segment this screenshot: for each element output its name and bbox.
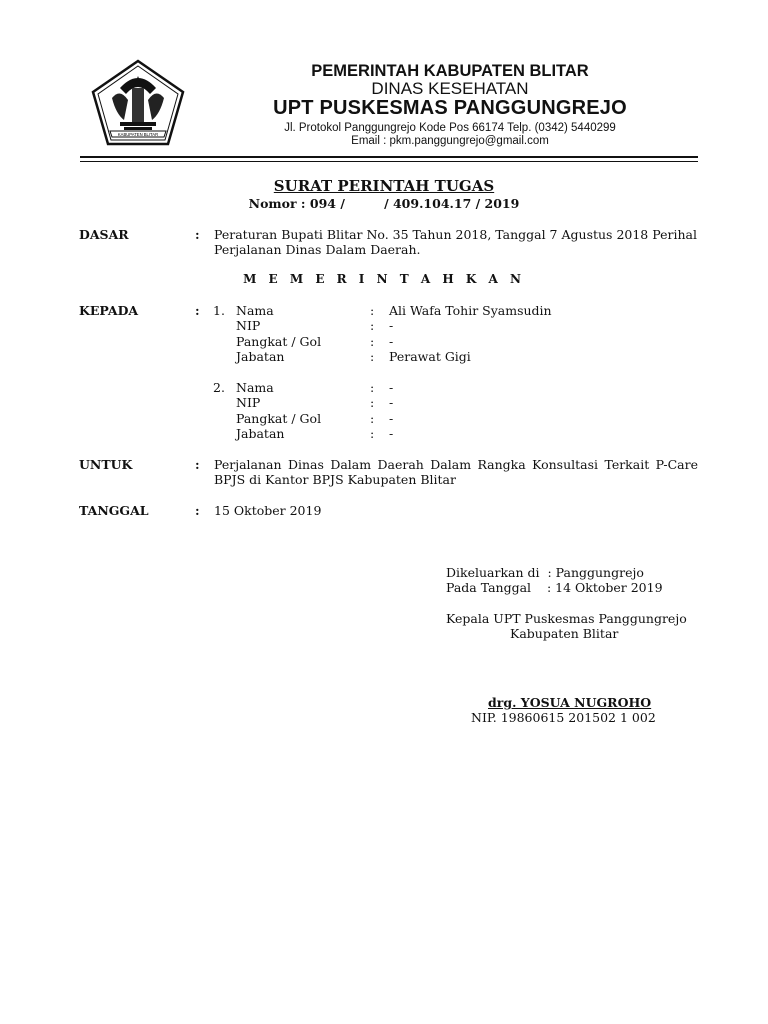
kepada-label: KEPADA <box>79 303 139 318</box>
person-number: 2. <box>213 380 225 395</box>
letterhead-government: PEMERINTAH KABUPATEN BLITAR <box>311 62 589 80</box>
letterhead-department: DINAS KESEHATAN <box>371 79 529 98</box>
field-name: Pangkat / Gol <box>236 411 322 426</box>
field-name: Jabatan <box>236 426 285 441</box>
field-name: Jabatan <box>236 349 285 364</box>
document-title: SURAT PERINTAH TUGAS <box>273 177 495 195</box>
signer-name: drg. YOSUA NUGROHO <box>488 695 652 710</box>
field-value: Ali Wafa Tohir Syamsudin <box>389 303 552 318</box>
field-name: Nama <box>236 303 274 318</box>
signer-nip: NIP. 19860615 201502 1 002 <box>471 710 656 725</box>
issued-at: Dikeluarkan di : Panggungrejo <box>446 565 644 580</box>
field-name: NIP <box>236 318 261 333</box>
field-colon: : <box>370 395 375 410</box>
tanggal-value: 15 Oktober 2019 <box>214 503 322 518</box>
untuk-text-line1: Perjalanan Dinas Dalam Daerah Dalam Rangka Konsultasi Terkait P-Care <box>214 457 698 472</box>
tanggal-colon: : <box>195 503 200 518</box>
dasar-colon: : <box>195 227 200 242</box>
letterhead-institution: UPT PUSKESMAS PANGGUNGREJO <box>273 97 627 119</box>
field-value: - <box>389 411 394 426</box>
letterhead-address: Jl. Protokol Panggungrejo Kode Pos 66174 Telp. (0342) 5440299 <box>284 122 616 134</box>
untuk-text-line2: BPJS di Kantor BPJS Kabupaten Blitar <box>214 472 456 487</box>
dasar-text-line2: Perjalanan Dinas Dalam Daerah. <box>214 242 421 257</box>
kabupaten-blitar-logo <box>90 58 186 148</box>
field-name: NIP <box>236 395 261 410</box>
document-number: Nomor : 094 / / 409.104.17 / 2019 <box>248 196 520 211</box>
kepada-colon: : <box>195 303 200 318</box>
letterhead-rule-thick <box>80 156 698 158</box>
signer-position-region: Kabupaten Blitar <box>510 626 619 641</box>
field-name: Nama <box>236 380 274 395</box>
field-name: Pangkat / Gol <box>236 334 322 349</box>
letterhead-rule-thin <box>80 161 698 162</box>
field-value: - <box>389 334 394 349</box>
field-colon: : <box>370 349 375 364</box>
letterhead-email: Email : pkm.panggungrejo@gmail.com <box>351 135 549 147</box>
field-colon: : <box>370 380 375 395</box>
field-value: - <box>389 318 394 333</box>
dasar-text-line1: Peraturan Bupati Blitar No. 35 Tahun 2018, Tanggal 7 Agustus 2018 Perihal <box>214 227 697 242</box>
untuk-colon: : <box>195 457 200 472</box>
untuk-label: UNTUK <box>79 457 133 472</box>
field-colon: : <box>370 334 375 349</box>
signer-position: Kepala UPT Puskesmas Panggungrejo <box>446 611 687 626</box>
field-value: - <box>389 380 394 395</box>
field-colon: : <box>370 411 375 426</box>
logo-caption: KABUPATEN BLITAR <box>117 132 159 137</box>
field-value: - <box>389 426 394 441</box>
tanggal-label: TANGGAL <box>79 503 149 518</box>
field-colon: : <box>370 303 375 318</box>
issued-date: Pada Tanggal : 14 Oktober 2019 <box>446 580 663 595</box>
memerintahkan-heading: M E M E R I N T A H K A N <box>243 272 525 286</box>
dasar-label: DASAR <box>79 227 129 242</box>
field-value: Perawat Gigi <box>389 349 471 364</box>
field-colon: : <box>370 318 375 333</box>
field-value: - <box>389 395 394 410</box>
field-colon: : <box>370 426 375 441</box>
person-number: 1. <box>213 303 225 318</box>
